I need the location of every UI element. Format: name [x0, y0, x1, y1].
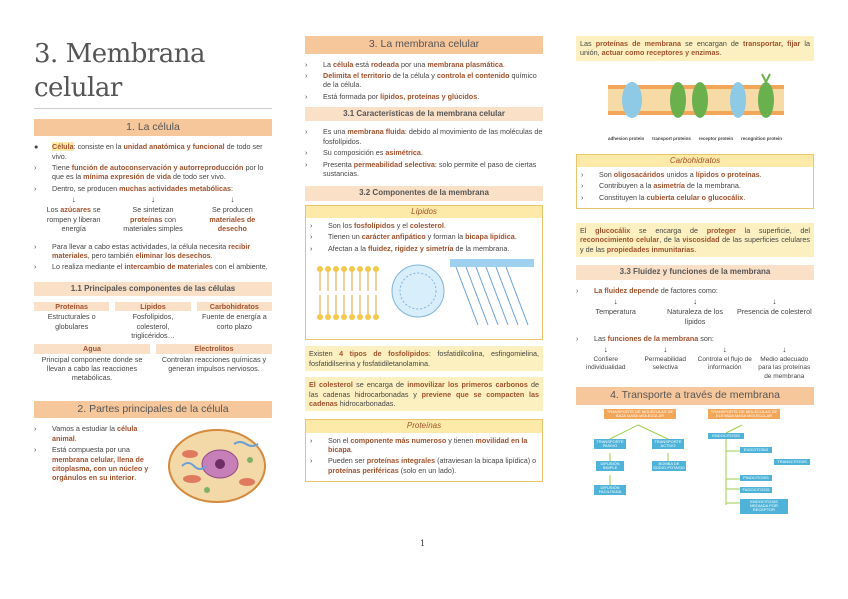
components-grid: [34, 302, 272, 340]
membrane-functions: [576, 345, 814, 381]
factor-item: ↓ Presencia de colesterol: [736, 296, 812, 317]
subsection-3-3-header: 3.3 Fluidez y funciones de la membrana: [576, 265, 814, 279]
function-item: ↓ Controla el flujo de información: [697, 345, 752, 372]
lipids-list: [310, 221, 538, 253]
component-item: Electrolitos Controlan reacciones químicas y generan impulsos nerviosos.: [156, 344, 272, 382]
page-number: 1: [420, 539, 426, 548]
lipids-box: [305, 205, 543, 341]
list-item: › Lo realiza mediante el intercambio de materiales con el ambiente.: [34, 262, 268, 272]
function-item: ↓ Medio adecuado para las proteínas de membrana: [758, 345, 811, 380]
function-item: ↓ Permeabilidad selectiva: [644, 345, 687, 372]
phagocytosis-node: FAGOCITOSIS: [740, 487, 772, 493]
fluidity-list: [576, 286, 814, 295]
list-item: › Son el componente más numeroso y tienen movilidad en la bicapa.: [310, 435, 528, 455]
list-item: › La célula está rodeada por una membrana plasmática.: [305, 59, 505, 69]
carbohydrates-header: Carbohidratos: [577, 155, 813, 167]
membrane-proteins-intro: Las proteínas de membrana se encargan de transportar, fijar la unión, actuar como receptores y enzimas.: [576, 36, 814, 61]
list-item: › Vamos a estudiar la célula animal.: [34, 424, 138, 443]
passive-transport-node: TRANSPORTE PASIVO: [594, 439, 626, 450]
component-item: Lípidos Fosfolípidos, colesterol, triglicéridos…: [115, 302, 190, 340]
list-item: › Tienen un carácter anfipático y forman la bicapa lipídica.: [310, 232, 517, 242]
section-1-list: [34, 142, 272, 193]
list-item: › Delimita el territorio de la célula y controla el contenido químico de la célula.: [305, 71, 537, 90]
list-item: › Constituyen la cubierta celular o glucocálix.: [581, 192, 746, 202]
activity-item: ↓ Los azúcares se rompen y liberan energía: [46, 195, 101, 234]
column-1: [34, 0, 272, 508]
animal-cell-illustration: [162, 424, 272, 508]
section-1-list-2: [34, 242, 272, 272]
list-item: › Está compuesta por una membrana celular, llena de citoplasma, con un núcleo y orgánulos en su interior.: [34, 445, 149, 483]
function-item: ↓ Confiere individualidad: [586, 345, 626, 372]
subsection-3-1-header: 3.1 Características de la membrana celular: [305, 107, 543, 121]
active-transport-node: TRANSPORTE ACTIVO: [652, 439, 684, 450]
carbohydrates-box: [576, 154, 814, 209]
transcytosis-node: TRANSCITOSIS: [774, 459, 810, 465]
section-2-header: 2. Partes principales de la célula: [34, 401, 272, 419]
proteins-box: [305, 419, 543, 482]
subsection-3-2-header: 3.2 Componentes de la membrana: [305, 186, 543, 200]
carbohydrates-list: [581, 170, 809, 202]
metabolic-activities: [34, 195, 272, 233]
endocytosis-node: ENDOCITOSIS: [708, 433, 744, 439]
section-4-header: 4. Transporte a través de membrana: [576, 387, 814, 405]
section-2-list: [34, 424, 156, 508]
list-item: › Son los fosfolípidos y el colesterol.: [310, 221, 446, 231]
phospholipid-illustration: [310, 255, 538, 333]
exocytosis-node: EXOCITOSIS: [740, 447, 772, 453]
list-item: › Tiene función de autoconservación y autorreproducción por lo que es la mínima expresión de vida de todo ser vivo.: [34, 162, 264, 182]
list-item: › Pueden ser proteínas integrales (atraviesan la bicapa lipídica) o proteínas periféricas (solo en un lado).: [310, 456, 537, 475]
proteins-list: [310, 436, 538, 475]
membrane-proteins-labels: adhesion protein transport proteins receptor protein recognition protein: [608, 135, 782, 141]
lipids-header: Lípidos: [306, 206, 542, 218]
activity-item: ↓ Se sintetizan proteínas con materiales simples: [123, 195, 183, 234]
receptor-mediated-endocytosis-node: ENDOCITOSIS MEDIADA POR RECEPTOR: [740, 499, 788, 514]
component-item: Proteínas Estructurales o globulares: [34, 302, 109, 340]
factor-item: ↓ Temperatura: [595, 296, 636, 317]
subsection-1-1-header: 1.1 Principales componentes de las células: [34, 282, 272, 296]
list-item: › Es una membrana fluida: debido al movimiento de las moléculas de fosfolípidos.: [305, 127, 543, 146]
factor-item: ↓ Naturaleza de los lípidos: [667, 296, 723, 326]
list-item: › Su composición es asimétrica.: [305, 148, 423, 158]
list-item: › Está formada por lípidos, proteínas y glúcidos.: [305, 91, 480, 101]
fluidity-factors: [576, 297, 814, 326]
cholesterol-note: El colesterol se encarga de inmovilizar los primeros carbonos de las cadenas hidrocarbonadas y previene que se compacten las cadenas hidrocarbonadas.: [305, 377, 543, 411]
column-3: [576, 0, 814, 517]
section-1-header: 1. La célula: [34, 119, 272, 137]
component-item: Agua Principal componente donde se llevan a cabo las reacciones metabólicas.: [34, 344, 150, 382]
list-item: › Contribuyen a la asimetría de la membrana.: [581, 181, 741, 191]
column-2: [305, 0, 543, 482]
list-item: › La fluidez depende de factores como:: [576, 285, 718, 295]
list-item: › Presenta permeabilidad selectiva: solo permite el paso de ciertas sustancias.: [305, 159, 537, 178]
glycocalyx-note: El glucocálix se encarga de proteger la superficie, del reconocimiento celular, de la viscosidad de las superficies celulares y de las propiedades inmunitarias.: [576, 223, 814, 257]
membrane-proteins-illustration: [608, 67, 784, 135]
section-3-header: 3. La membrana celular: [305, 36, 543, 54]
phospholipid-types-note: Existen 4 tipos de fosfolípidos: fosfatidilcolina, esfingomielina, fosfatidilserina y fosfatidiletanolamina.: [305, 346, 543, 371]
list-item: › Las funciones de la membrana son:: [576, 333, 714, 343]
list-item: ● Célula: consiste en la unidad anatómica y funcional de todo ser vivo.: [34, 142, 263, 161]
list-item: › Para llevar a cabo estas actividades, la célula necesita recibir materiales, pero también eliminar los desechos.: [34, 241, 251, 260]
facilitated-diffusion-node: DIFUSIÓN FACILITADA: [594, 485, 626, 496]
activity-item: ↓ Se producen materiales de desecho: [209, 195, 256, 234]
sodium-potassium-pump-node: BOMBA DE SODIO-POTASIO: [653, 460, 685, 471]
list-item: › Dentro, se producen muchas actividades metabólicas:: [34, 183, 233, 193]
components-grid-2: [34, 344, 272, 382]
page-title: 3. Membrana celular: [34, 38, 272, 109]
list-item: › Son oligosacáridos unidos a lípidos o proteínas.: [581, 169, 762, 179]
simple-diffusion-node: DIFUSIÓN SIMPLE: [596, 461, 624, 472]
high-mass-transport-node: TRANSPORTE DE MOLÉCULAS DE ELEVADA MASA MOLECULAR: [708, 409, 780, 420]
proteins-header: Proteínas: [306, 420, 542, 432]
functions-list: [576, 334, 814, 343]
section-2-body: [34, 424, 272, 508]
component-item: Carbohidratos Fuente de energía a corto plazo: [197, 302, 272, 340]
pinocytosis-node: PINOCITOSIS: [740, 475, 772, 481]
section-3-list: [305, 60, 543, 101]
transport-diagram: [576, 409, 814, 517]
low-mass-transport-node: TRANSPORTE DE MOLÉCULAS DE BAJA MASA MOLECULAR: [604, 409, 676, 420]
list-item: › Afectan a la fluidez, rigidez y simetría de la membrana.: [310, 243, 510, 253]
characteristics-list: [305, 127, 543, 178]
